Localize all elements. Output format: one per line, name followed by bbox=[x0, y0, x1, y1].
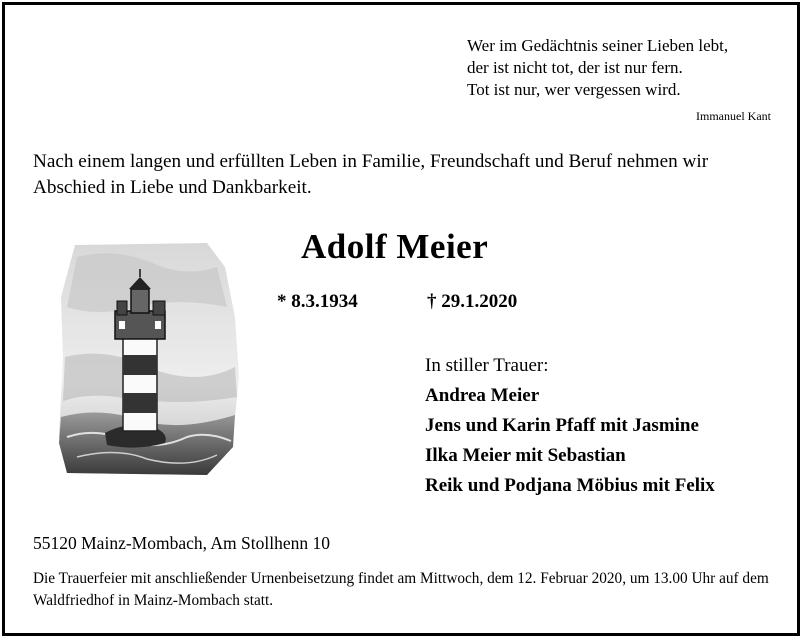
address: 55120 Mainz-Mombach, Am Stollhenn 10 bbox=[33, 533, 330, 553]
funeral-notice: Die Trauerfeier mit anschließender Urnenbeisetzung findet am Mittwoch, dem 12. Februar 2020, um 13.00 Uhr auf dem Waldfriedhof in Mainz-Mombach statt. bbox=[33, 570, 769, 609]
mourner-name: Reik und Podjana Möbius mit Felix bbox=[425, 475, 715, 496]
poem-line: Wer im Gedächtnis seiner Lieben lebt, bbox=[467, 36, 729, 55]
poem-line: der ist nicht tot, der ist nur fern. bbox=[467, 58, 683, 77]
mourner-name: Jens und Karin Pfaff mit Jasmine bbox=[425, 415, 699, 436]
birth-date: * 8.3.1934 bbox=[277, 291, 358, 312]
mourners-heading: In stiller Trauer: bbox=[425, 355, 549, 376]
lighthouse-illustration bbox=[57, 237, 241, 477]
mourner-name: Andrea Meier bbox=[425, 385, 540, 406]
obituary-frame bbox=[2, 2, 800, 636]
deceased-name: Adolf Meier bbox=[301, 227, 489, 266]
poem bbox=[467, 35, 728, 101]
death-date: † 29.1.2020 bbox=[427, 291, 518, 312]
intro-text: Nach einem langen und erfüllten Leben in Familie, Freundschaft und Beruf nehmen wir Abschied in Liebe und Dankbarkeit. bbox=[33, 151, 709, 198]
poem-author: Immanuel Kant bbox=[696, 109, 771, 123]
poem-line: Tot ist nur, wer vergessen wird. bbox=[467, 80, 681, 99]
mourners-block bbox=[425, 351, 715, 501]
mourner-name: Ilka Meier mit Sebastian bbox=[425, 445, 626, 466]
